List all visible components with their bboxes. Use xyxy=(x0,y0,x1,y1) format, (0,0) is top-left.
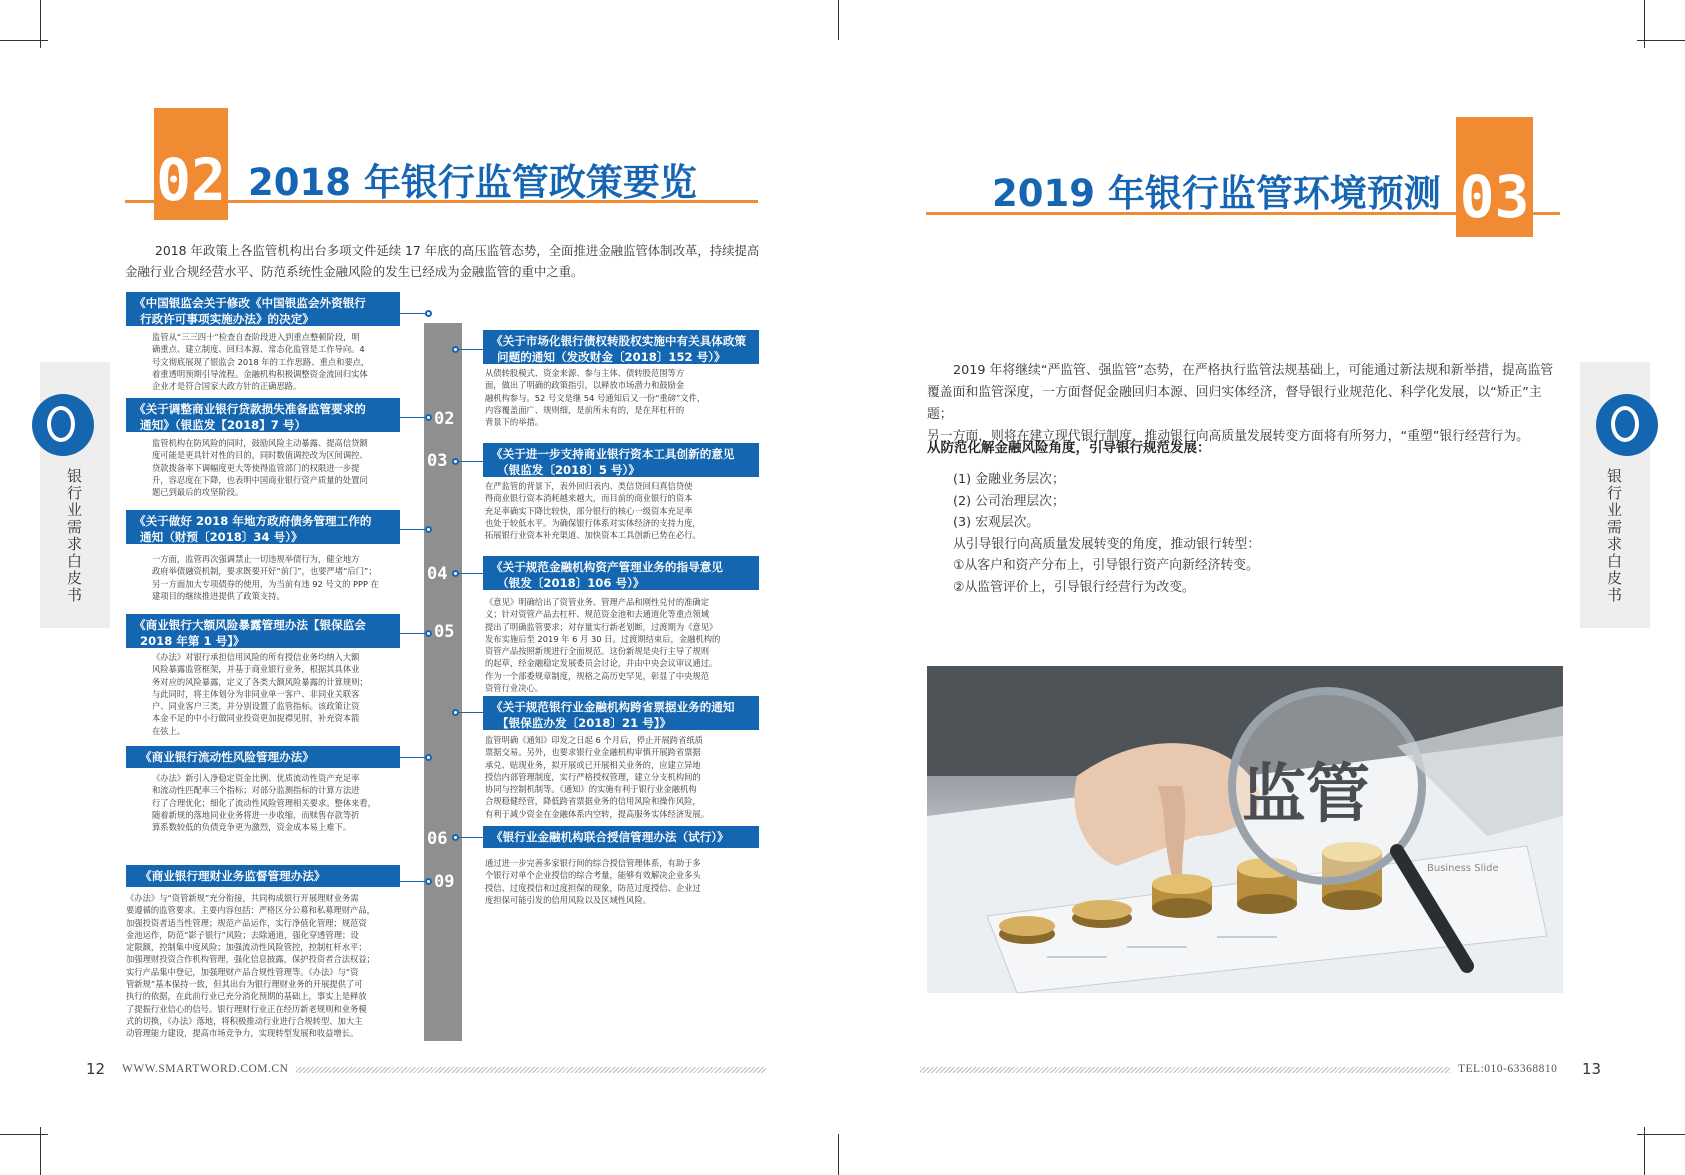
body-line: 的起草，经金融稳定发展委员会讨论，并由中央会议审议通过。 xyxy=(485,658,718,669)
policy-title-line: 2018 年第 1 号】》 xyxy=(140,634,245,648)
body-line: 《办法》新引入净稳定资金比例、优质流动性资产充足率 xyxy=(152,773,360,783)
body-line: 随着新规的落地同业业务将进一步收缩，而赎售存款等折 xyxy=(152,809,360,820)
forecast-paragraph xyxy=(927,360,1563,448)
body-line: 作为一个部委规章制度，规格之高历史罕见，彰显了中央规范 xyxy=(485,670,710,681)
body-line: 授信、过度授信和过度担保的现象，防范过度授信、企业过 xyxy=(485,882,701,893)
photo-illustration xyxy=(927,666,1563,993)
policy-title-line: 《关于规范银行业金融机构跨省票据业务的通知 xyxy=(491,700,735,714)
policy-title-line: 《关于规范金融机构资产管理业务的指导意见 xyxy=(491,560,723,574)
connector xyxy=(459,573,483,574)
timeline-dot xyxy=(452,346,459,353)
timeline-number: 05 xyxy=(434,622,455,642)
body-line: 提出了明确监管要求；对存量实行新老划断，过渡期为《意见》 xyxy=(485,621,718,632)
side-tab xyxy=(40,362,110,628)
connector xyxy=(459,712,483,713)
paragraph-line: 另一方面，则将在建立现代银行制度、推动银行向高质量发展转变方面将有所努力，“重塑”银行经营行为。 xyxy=(927,429,1529,444)
policy-body xyxy=(485,367,735,428)
crop-mark xyxy=(40,0,41,48)
section-number: 02 xyxy=(154,108,228,220)
timeline-spine xyxy=(424,323,462,1041)
body-line: 背景下的举措。 xyxy=(485,417,544,428)
policy-title-line: 通知》（银监发【2018】7 号） xyxy=(140,418,307,432)
policy-body xyxy=(485,596,735,694)
logo-icon xyxy=(32,394,94,456)
body-line: 加强投资者适当性管理；规范产品运作，实行净值化管理；规范资 xyxy=(126,917,367,928)
policy-title-box xyxy=(126,398,400,432)
body-line: 发布实施后至 2019 年 6 月 30 日。过渡期结束后，金融机构的 xyxy=(485,633,721,644)
body-line: 升，容忍度在下降，也表明中国商业银行资产质量的处置问 xyxy=(152,474,368,485)
body-line: 义；针对资管产品去杠杆、规范资金池和去通道化等重点领域 xyxy=(485,609,710,620)
body-line: 贷款拨备率下调幅度更大等使得监管部门的权限进一步提 xyxy=(152,462,360,473)
body-line: 行了合理优化；细化了流动性风险管理相关要求。整体来看， xyxy=(152,797,377,808)
page-number: 13 xyxy=(1582,1060,1602,1078)
body-line: 面，做出了明确的政策指引，以释放市场潜力和鼓励金 xyxy=(485,380,685,391)
body-line: 个银行对单个企业授信的综合考量，能够有效解决企业多头 xyxy=(485,870,701,881)
body-line: 动管理能力建设，提高市场竞争力，实现转型发展和收益增长。 xyxy=(126,1028,359,1039)
policy-body xyxy=(152,331,402,392)
body-line: 务对应的风险暴露，定义了各类大额风险暴露的计算规则； xyxy=(152,676,368,687)
body-line: 合规稳健经营，降低跨省票据业务的信用风险和操作风险， xyxy=(485,796,701,807)
policy-title-box xyxy=(126,865,400,887)
policy-body xyxy=(152,651,402,737)
policy-title-line: 《关于调整商业银行贷款损失准备监管要求的 xyxy=(134,402,366,416)
body-line: 执行的依据，在此前行业已充分消化预期的基础上，事实上是释放 xyxy=(126,991,367,1002)
crop-mark xyxy=(838,0,839,40)
policy-title-line: （银监发〔2018〕5 号）》 xyxy=(497,463,640,477)
body-line: 在严监管的背景下，表外回归表内、类信贷回归真信贷使 xyxy=(485,481,693,491)
policy-title-line: 《关于进一步支持商业银行资本工具创新的意见 xyxy=(491,447,735,461)
photo-slide-text: Business Slide xyxy=(1427,863,1499,874)
list-item: (3) 宏观层次。 xyxy=(953,515,1040,531)
body-line: 算系数较低的负债竞争更为激烈，资金成本易上难下。 xyxy=(152,822,352,833)
body-line: 监管明确《通知》印发之日起 6 个月后，停止开展跨省纸质 xyxy=(485,735,703,745)
policy-body xyxy=(485,857,735,906)
policy-body xyxy=(485,480,735,541)
policy-title-line: 《商业银行流动性风险管理办法》 xyxy=(140,750,314,764)
body-line: 协同与控制机制等。《通知》的实施有利于银行业金融机构 xyxy=(485,784,697,795)
timeline-dot xyxy=(452,709,459,716)
body-line: 管新规”基本保持一致，但其出台为银行理财业务的开展提供了可 xyxy=(126,979,363,990)
policy-title-line: 行政许可事项实施办法》的决定》 xyxy=(140,312,314,326)
body-line: 在弦上。 xyxy=(152,725,186,736)
body-line: 有利于减少资金在金融体系内空转，提高服务实体经济发展。 xyxy=(485,808,710,819)
policy-title-line: 《银行业金融机构联合授信管理办法（试行）》 xyxy=(491,830,729,844)
logo-mark xyxy=(1611,406,1639,442)
policy-title-line: 《中国银监会关于修改《中国银监会外资银行 xyxy=(134,296,366,310)
policy-title-line: 《商业银行大额风险暴露管理办法【银保监会 xyxy=(134,618,366,632)
intro-text xyxy=(125,240,763,282)
logo-icon xyxy=(1596,394,1658,456)
section-number: 03 xyxy=(1456,117,1533,237)
paragraph-line: 覆盖面和监管深度，一方面督促金融回归本源、回归实体经济，督导银行业规范化、科学化发展，以“矫正”主题； xyxy=(927,385,1542,422)
coins-magnifier-photo xyxy=(927,666,1563,993)
body-line: 另一方面加大专项债券的使用，为当前有违 92 号文的 PPP 在 xyxy=(152,578,379,589)
timeline-number: 06 xyxy=(427,829,448,849)
policy-title-line: 【银保监办发〔2018〕21 号】》 xyxy=(497,716,672,730)
body-line: 票据交易。另外，也要求银行业金融机构审慎开展跨省票据 xyxy=(485,747,701,758)
policy-title-box xyxy=(126,510,400,544)
policy-title-line: 通知（财预〔2018〕34 号）》 xyxy=(140,530,303,544)
list-item: ②从监管评价上，引导银行经营行为改变。 xyxy=(953,579,1195,595)
timeline-number: 02 xyxy=(434,409,455,429)
body-line: 度可能是更具针对性的目的，同时数值调控改为区间调控、 xyxy=(152,450,368,461)
footer-tel: TEL:010-63368810 xyxy=(1458,1063,1558,1075)
policy-title-box xyxy=(126,614,400,648)
body-line: 资管行业决心。 xyxy=(485,683,544,694)
body-line: 了提振行业信心的信号。银行理财行业正在经历新老规则和业务模 xyxy=(126,1003,367,1014)
policy-title-box xyxy=(483,696,759,730)
side-tab-label: 银行业需求白皮书 xyxy=(65,468,83,604)
connector xyxy=(400,633,428,634)
timeline-dot xyxy=(425,414,432,421)
body-line: 得商业银行资本消耗越来越大，而目前的商业银行的资本 xyxy=(485,493,693,504)
page-number: 12 xyxy=(86,1060,106,1078)
timeline-dot xyxy=(452,458,459,465)
body-line: 充足率确实下降比较快，部分银行的核心一级资本充足率 xyxy=(485,505,693,516)
body-line: 承兑、贴现业务，拟开展或已开展相关业务的，应建立异地 xyxy=(485,759,701,770)
timeline-number: 03 xyxy=(427,451,448,471)
policy-body xyxy=(152,437,402,498)
body-line: 与此同时，将主体划分为非同业单一客户、非同业关联客 xyxy=(152,688,360,699)
timeline-dot xyxy=(425,754,432,761)
body-line: 通过进一步完善多家银行间的综合授信管理体系，有助于多 xyxy=(485,858,701,868)
timeline-dot xyxy=(425,310,432,317)
body-line: 监管从“三三四十”检查自查阶段进入到重点整顿阶段，明 xyxy=(152,332,360,342)
connector xyxy=(459,461,483,462)
body-line: 授信内部管理制度，实行严格授权管理，建立分支机构间的 xyxy=(485,771,701,782)
body-line: 题已到最后的攻坚阶段。 xyxy=(152,487,244,498)
intro-line: 金融行业合规经营水平、防范系统性金融风险的发生已经成为金融监管的重中之重。 xyxy=(125,264,584,279)
body-line: 度担保可能引发的信用风险以及区域性风险。 xyxy=(485,894,651,905)
side-tab xyxy=(1580,362,1650,628)
logo-mark xyxy=(47,406,75,442)
policy-body xyxy=(152,553,402,602)
crop-mark xyxy=(40,1127,41,1175)
body-line: 一方面，监管再次强调禁止一切违规举债行为，健全地方 xyxy=(152,554,360,564)
section-title: 2019 年银行监管环境预测 xyxy=(992,172,1441,215)
body-line: 资管产品按照新规进行全面规范。这份新规是央行主导了规则 xyxy=(485,646,710,657)
connector xyxy=(400,417,428,418)
list-item: (1) 金融业务层次； xyxy=(953,472,1065,487)
crop-mark xyxy=(1644,0,1645,48)
body-line: 金池运作，防范“影子银行”风险；去除通道，强化穿透管理；设 xyxy=(126,929,359,940)
body-line: 定限额，控制集中度风险；加强流动性风险管控，控制杠杆水平； xyxy=(126,942,367,953)
body-line: 也处于较低水平。为确保银行体系对实体经济的支持力度， xyxy=(485,517,701,528)
connector xyxy=(459,837,483,838)
body-line: 政府举债融资机制，要求既要开好“前门”，也要严堵“后门”； xyxy=(152,566,377,577)
policy-title-line: （银发〔2018〕106 号）》 xyxy=(497,576,645,590)
crop-mark xyxy=(1644,1127,1645,1175)
side-tab-label: 银行业需求白皮书 xyxy=(1605,468,1623,604)
connector xyxy=(400,529,428,530)
connector xyxy=(400,881,428,882)
connector xyxy=(459,349,483,350)
section-title: 2018 年银行监管政策要览 xyxy=(248,161,697,204)
policy-title-box xyxy=(483,826,759,848)
timeline-number: 04 xyxy=(427,564,448,584)
body-line: 要遵循的监管要求。主要内容包括：严格区分公募和私募理财产品， xyxy=(126,905,375,916)
body-line: 建项目的继续推进提供了政策支持。 xyxy=(152,590,285,601)
body-line: 内容覆盖面广、规则细，是前所未有的，是在拜杠杆的 xyxy=(485,404,685,415)
body-line: 本金不足的中小行做同业投资更加捉襟见肘，补充资本箭 xyxy=(152,713,360,724)
body-line: 户、同业客户三类，并分别设置了监管指标。该政策让资 xyxy=(152,701,360,712)
body-line: 着重透明预期引导流程。金融机构积极调整资金流回归实体 xyxy=(152,368,368,379)
policy-title-line: 《关于做好 2018 年地方政府债务管理工作的 xyxy=(134,514,372,528)
body-line: 和流动性匹配率三个指标；对部分监测指标的计算方法进 xyxy=(152,785,360,796)
list-item: 从引导银行向高质量发展转变的角度，推动银行转型： xyxy=(953,536,1261,552)
forecast-list xyxy=(953,469,1553,599)
policy-title-line: 《商业银行理财业务监督管理办法》 xyxy=(140,869,326,883)
timeline-dot xyxy=(452,570,459,577)
timeline-dot xyxy=(425,878,432,885)
footer-hatch xyxy=(920,1067,1450,1073)
body-line: 《办法》与“资管新规”充分衔接，共同构成银行开展理财业务需 xyxy=(126,893,359,903)
policy-body xyxy=(485,734,735,820)
body-line: 《办法》对银行承担信用风险的所有授信业务均纳入大额 xyxy=(152,652,360,662)
body-line: 拓展银行业资本补充渠道、加快资本工具创新已势在必行。 xyxy=(485,530,701,541)
policy-title-box xyxy=(483,556,759,590)
body-line: 企业才是符合国家大政方针的正确思路。 xyxy=(152,381,302,392)
connector xyxy=(400,757,428,758)
timeline-number: 01 xyxy=(434,304,455,324)
body-line: 《意见》明确给出了资管业务、管理产品和刚性兑付的准确定 xyxy=(485,597,710,607)
body-line: 加强理财投资合作机构管理，强化信息披露，保护投资者合法权益； xyxy=(126,954,375,965)
policy-title-line: 问题的通知（发改财金〔2018〕152 号）》 xyxy=(497,350,726,364)
footer-hatch xyxy=(296,1067,766,1073)
body-line: 风险暴露监管框架，并基于商业银行业务，根据其具体业 xyxy=(152,664,360,675)
body-line: 号文彻底展现了银监会 2018 年的工作思路、重点和要点， xyxy=(152,356,370,367)
subheading: 从防范化解金融风险角度，引导银行规范发展： xyxy=(927,440,1211,456)
policy-title-box xyxy=(483,443,759,477)
timeline-number: 09 xyxy=(434,872,455,892)
connector xyxy=(400,313,428,314)
policy-title-box xyxy=(483,330,759,364)
list-item: (2) 公司治理层次； xyxy=(953,493,1065,509)
paragraph-line: 2019 年将继续“严监管、强监管”态势，在严格执行监管法规基础上，可能通过新法规和新举措，提高监管 xyxy=(953,363,1554,378)
body-line: 实行产品集中登记，加强理财产品合规性管理等。《办法》与“资 xyxy=(126,966,359,977)
body-line: 融机构参与。52 号文是继 54 号通知后又一份“重磅”文件， xyxy=(485,392,706,403)
timeline-dot xyxy=(425,526,432,533)
policy-title-box xyxy=(126,746,400,768)
policy-title-box xyxy=(126,292,400,326)
body-line: 监管机构在防风险的同时，鼓励风险主动暴露、提高信贷额 xyxy=(152,438,368,448)
timeline-dot xyxy=(452,834,459,841)
list-item: ①从客户和资产分布上，引导银行资产向新经济转变。 xyxy=(953,558,1259,574)
policy-body xyxy=(126,892,404,1040)
body-line: 从债转股模式、资金来源、参与主体、债转股范围等方 xyxy=(485,368,685,378)
footer-url: WWW.SMARTWORD.COM.CN xyxy=(122,1063,289,1075)
timeline-dot xyxy=(425,630,432,637)
crop-mark xyxy=(838,1134,839,1175)
policy-body xyxy=(152,772,402,833)
body-line: 式的切换，《办法》落地，将积极推动行业进行合规转型、加大主 xyxy=(126,1015,363,1026)
body-line: 确重点、建立制度、回归本源、常态化监管是工作导向。4 xyxy=(152,344,365,355)
policy-title-line: 《关于市场化银行债权转股权实施中有关具体政策 xyxy=(491,334,747,348)
intro-line: 2018 年政策上各监管机构出台多项文件延续 17 年底的高压监管态势，全面推进金融监管体制改革，持续提高 xyxy=(155,243,760,258)
photo-stamp-text: 监管 xyxy=(1242,758,1370,832)
